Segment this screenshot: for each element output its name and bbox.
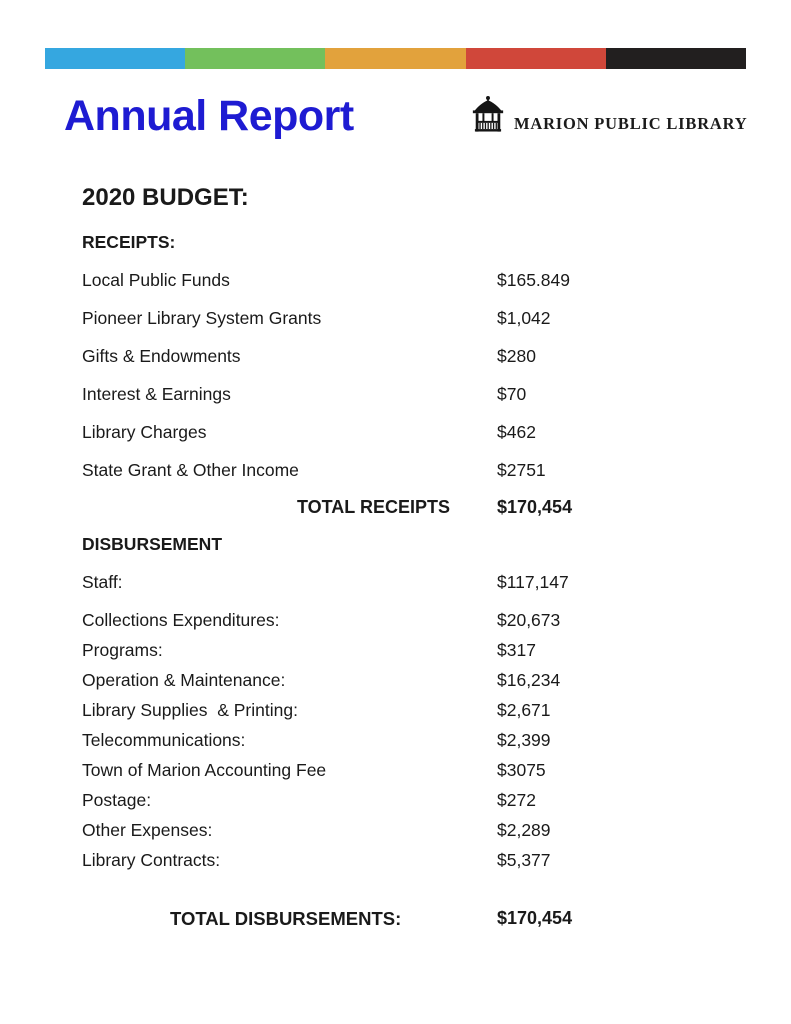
receipt-label: Interest & Earnings [82, 384, 231, 404]
disbursement-label: Collections Expenditures: [82, 610, 280, 630]
disbursement-value: $2,289 [497, 820, 551, 840]
receipt-value: $165.849 [497, 270, 570, 290]
total-receipts-value: $170,454 [497, 497, 573, 517]
disbursement-label: Town of Marion Accounting Fee [82, 760, 327, 780]
total-disbursements-label: TOTAL DISBURSEMENTS: [170, 908, 402, 929]
table-row [0, 790, 791, 814]
table-row [0, 384, 791, 408]
table-row [0, 572, 791, 596]
total-receipts-label: TOTAL RECEIPTS [296, 497, 450, 517]
disbursement-value: $16,234 [497, 670, 561, 690]
stripe-segment-black [606, 48, 746, 69]
receipt-label: State Grant & Other Income [82, 460, 299, 480]
table-row [0, 670, 791, 694]
table-row [0, 422, 791, 446]
stripe-segment-orange [325, 48, 465, 69]
table-row [0, 850, 791, 874]
table-row [0, 700, 791, 724]
disbursement-value: $117,147 [497, 572, 569, 592]
table-row [0, 346, 791, 370]
stripe-segment-green [185, 48, 325, 69]
disbursement-value: $272 [497, 790, 536, 810]
table-row [0, 640, 791, 664]
disbursement-label: Telecommunications: [82, 730, 246, 750]
receipt-label: Library Charges [82, 422, 207, 442]
table-row [0, 730, 791, 754]
library-logo [470, 92, 747, 138]
receipt-label: Local Public Funds [82, 270, 230, 290]
stripe-segment-red [466, 48, 606, 69]
disbursement-label: Other Expenses: [82, 820, 213, 840]
receipt-value: $280 [497, 346, 536, 366]
table-row [0, 308, 791, 332]
disbursement-label: Library Supplies & Printing: [82, 700, 298, 720]
receipt-value: $70 [497, 384, 527, 404]
table-row [0, 460, 791, 484]
disbursement-value: $317 [497, 640, 536, 660]
library-name: MARION PUBLIC LIBRARY [514, 114, 748, 133]
total-disbursements-value: $170,454 [497, 908, 573, 928]
receipt-label: Gifts & Endowments [82, 346, 241, 366]
gazebo-icon [470, 92, 506, 138]
table-row [0, 270, 791, 294]
table-row [0, 760, 791, 784]
table-row [0, 820, 791, 844]
receipt-value: $462 [497, 422, 536, 442]
disbursement-label: Library Contracts: [82, 850, 221, 870]
receipt-value: $1,042 [497, 308, 551, 328]
stripe-segment-blue [45, 48, 185, 69]
disbursement-value: $2,671 [497, 700, 551, 720]
total-disbursements-row [0, 908, 791, 932]
table-row [0, 610, 791, 634]
header-color-stripe [45, 48, 746, 69]
page-title: Annual Report [64, 92, 354, 140]
disbursement-label: Operation & Maintenance: [82, 670, 286, 690]
disbursement-value: $20,673 [497, 610, 561, 630]
disbursement-label: Staff: [82, 572, 123, 592]
disbursement-label: Programs: [82, 640, 163, 660]
disbursement-value: $5,377 [497, 850, 551, 870]
disbursement-value: $2,399 [497, 730, 551, 750]
receipts-header: RECEIPTS: [82, 232, 176, 252]
disbursement-value: $3075 [497, 760, 546, 780]
total-receipts-row [0, 497, 791, 521]
budget-title: 2020 BUDGET: [82, 184, 249, 211]
disbursement-label: Postage: [82, 790, 152, 810]
receipt-value: $2751 [497, 460, 546, 480]
receipt-label: Pioneer Library System Grants [82, 308, 322, 328]
disbursement-header: DISBURSEMENT [82, 534, 223, 554]
